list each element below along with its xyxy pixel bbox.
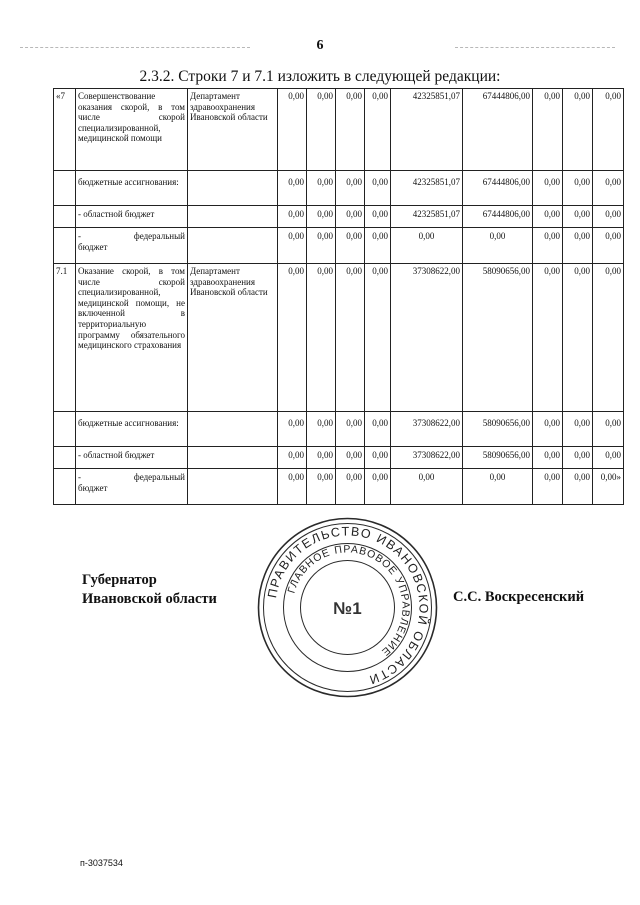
value-cell: 58090656,00 [463, 447, 533, 469]
value-cell: 67444806,00 [463, 171, 533, 206]
document-code: п-3037534 [80, 858, 123, 868]
value-cell: 0,00 [336, 264, 365, 412]
value-cell: 0,00 [307, 206, 336, 228]
table-row [54, 447, 624, 469]
value-cell: 58090656,00 [463, 412, 533, 447]
value-cell: 0,00 [563, 228, 593, 264]
seal-outer-text: ПРАВИТЕЛЬСТВО ИВАНОВСКОЙ ОБЛАСТИ [265, 524, 431, 688]
row-organization: Департамент здравоохранения Ивановской области [188, 89, 278, 171]
value-cell: 0,00 [533, 228, 563, 264]
row-organization: Департамент здравоохранения Ивановской области [188, 264, 278, 412]
value-cell: 0,00 [365, 171, 391, 206]
value-cell: 0,00 [365, 469, 391, 505]
value-cell: 0,00 [593, 447, 624, 469]
value-cell: 0,00 [593, 264, 624, 412]
row-number [54, 206, 76, 228]
row-name-tail: бюджет [78, 241, 108, 252]
value-cell: 0,00 [307, 171, 336, 206]
value-cell: 0,00 [365, 228, 391, 264]
value-cell: 0,00 [391, 469, 463, 505]
value-cell: 0,00 [365, 206, 391, 228]
value-cell: 0,00 [307, 412, 336, 447]
signatory-title-line1: Губернатор [82, 572, 157, 588]
value-cell: 0,00 [365, 264, 391, 412]
value-cell: 0,00 [533, 89, 563, 171]
value-cell: 0,00 [336, 469, 365, 505]
value-cell: 0,00 [365, 412, 391, 447]
row-name: Оказание скорой, в том числе скорой специализированной, медицинской помощи, не включенной в территориальную программу обязательного медицинского страхования [76, 264, 188, 412]
value-cell: 0,00 [336, 412, 365, 447]
row-name [76, 228, 188, 264]
value-cell: 42325851,07 [391, 89, 463, 171]
value-cell: 0,00 [563, 89, 593, 171]
row-number: «7 [54, 89, 76, 171]
value-cell: 0,00 [278, 412, 307, 447]
value-cell: 0,00 [278, 89, 307, 171]
value-cell: 0,00 [593, 89, 624, 171]
row-name: - областной бюджет [76, 447, 188, 469]
value-cell: 0,00 [278, 228, 307, 264]
seal-inner-text: ГЛАВНОЕ ПРАВОВОЕ УПРАВЛЕНИЕ [285, 543, 412, 659]
table-row [54, 412, 624, 447]
value-cell: 0,00 [278, 469, 307, 505]
value-cell: 0,00 [307, 469, 336, 505]
table-row [54, 264, 624, 412]
value-cell: 0,00 [336, 89, 365, 171]
value-cell: 58090656,00 [463, 264, 533, 412]
value-cell: 0,00 [563, 264, 593, 412]
value-cell: 0,00 [391, 228, 463, 264]
value-cell: 0,00 [307, 228, 336, 264]
official-seal [255, 515, 440, 700]
value-cell: 42325851,07 [391, 171, 463, 206]
value-cell: 0,00 [278, 264, 307, 412]
value-cell: 0,00 [593, 228, 624, 264]
value-cell: 67444806,00 [463, 89, 533, 171]
row-number [54, 228, 76, 264]
row-name: - областной бюджет [76, 206, 188, 228]
value-cell: 0,00 [463, 228, 533, 264]
row-organization [188, 469, 278, 505]
row-organization [188, 412, 278, 447]
table-row [54, 469, 624, 505]
table-row [54, 228, 624, 264]
value-cell: 0,00 [463, 469, 533, 505]
value-cell: 0,00» [593, 469, 624, 505]
value-cell: 0,00 [533, 447, 563, 469]
value-cell: 0,00 [336, 171, 365, 206]
row-name-word: федеральный [133, 231, 185, 241]
value-cell: 0,00 [593, 412, 624, 447]
row-number [54, 171, 76, 206]
row-number [54, 469, 76, 505]
row-name [76, 469, 188, 505]
value-cell: 0,00 [533, 264, 563, 412]
value-cell: 0,00 [563, 447, 593, 469]
row-name: бюджетные ассигнования: [76, 171, 188, 206]
table-row [54, 206, 624, 228]
value-cell: 0,00 [307, 447, 336, 469]
value-cell: 0,00 [563, 469, 593, 505]
value-cell: 0,00 [593, 171, 624, 206]
row-number [54, 412, 76, 447]
value-cell: 0,00 [563, 206, 593, 228]
value-cell: 0,00 [533, 469, 563, 505]
header-scan-line-right [455, 47, 615, 48]
seal-center-number: №1 [333, 599, 362, 618]
program-table [53, 88, 624, 505]
signatory-title-line2: Ивановской области [82, 591, 217, 607]
value-cell: 42325851,07 [391, 206, 463, 228]
value-cell: 37308622,00 [391, 264, 463, 412]
value-cell: 0,00 [336, 447, 365, 469]
value-cell: 0,00 [336, 206, 365, 228]
row-organization [188, 447, 278, 469]
value-cell: 0,00 [593, 206, 624, 228]
value-cell: 0,00 [278, 171, 307, 206]
row-name-dash: - [78, 231, 81, 241]
row-number [54, 447, 76, 469]
table-row [54, 89, 624, 171]
value-cell: 0,00 [563, 171, 593, 206]
signatory-title [82, 571, 217, 609]
value-cell: 0,00 [336, 228, 365, 264]
value-cell: 0,00 [533, 171, 563, 206]
value-cell: 0,00 [563, 412, 593, 447]
value-cell: 37308622,00 [391, 447, 463, 469]
value-cell: 0,00 [533, 206, 563, 228]
row-name: Совершенствование оказания скорой, в том числе скорой специализированной, медицинской помощи [76, 89, 188, 171]
value-cell: 0,00 [307, 89, 336, 171]
row-number: 7.1 [54, 264, 76, 412]
value-cell: 0,00 [307, 264, 336, 412]
row-organization [188, 206, 278, 228]
row-name: бюджетные ассигнования: [76, 412, 188, 447]
row-name-tail: бюджет [78, 482, 108, 493]
value-cell: 67444806,00 [463, 206, 533, 228]
row-organization [188, 171, 278, 206]
row-name-dash: - [78, 472, 81, 482]
value-cell: 0,00 [278, 447, 307, 469]
row-organization [188, 228, 278, 264]
header-scan-line-left [20, 47, 250, 48]
signatory-name: С.С. Воскресенский [453, 589, 585, 605]
table-row [54, 171, 624, 206]
page-number: 6 [316, 38, 324, 53]
value-cell: 0,00 [278, 206, 307, 228]
row-name-word: федеральный [133, 472, 185, 482]
section-heading: 2.3.2. Строки 7 и 7.1 изложить в следующей редакции: [139, 68, 501, 85]
value-cell: 0,00 [365, 89, 391, 171]
value-cell: 0,00 [533, 412, 563, 447]
value-cell: 0,00 [365, 447, 391, 469]
value-cell: 37308622,00 [391, 412, 463, 447]
